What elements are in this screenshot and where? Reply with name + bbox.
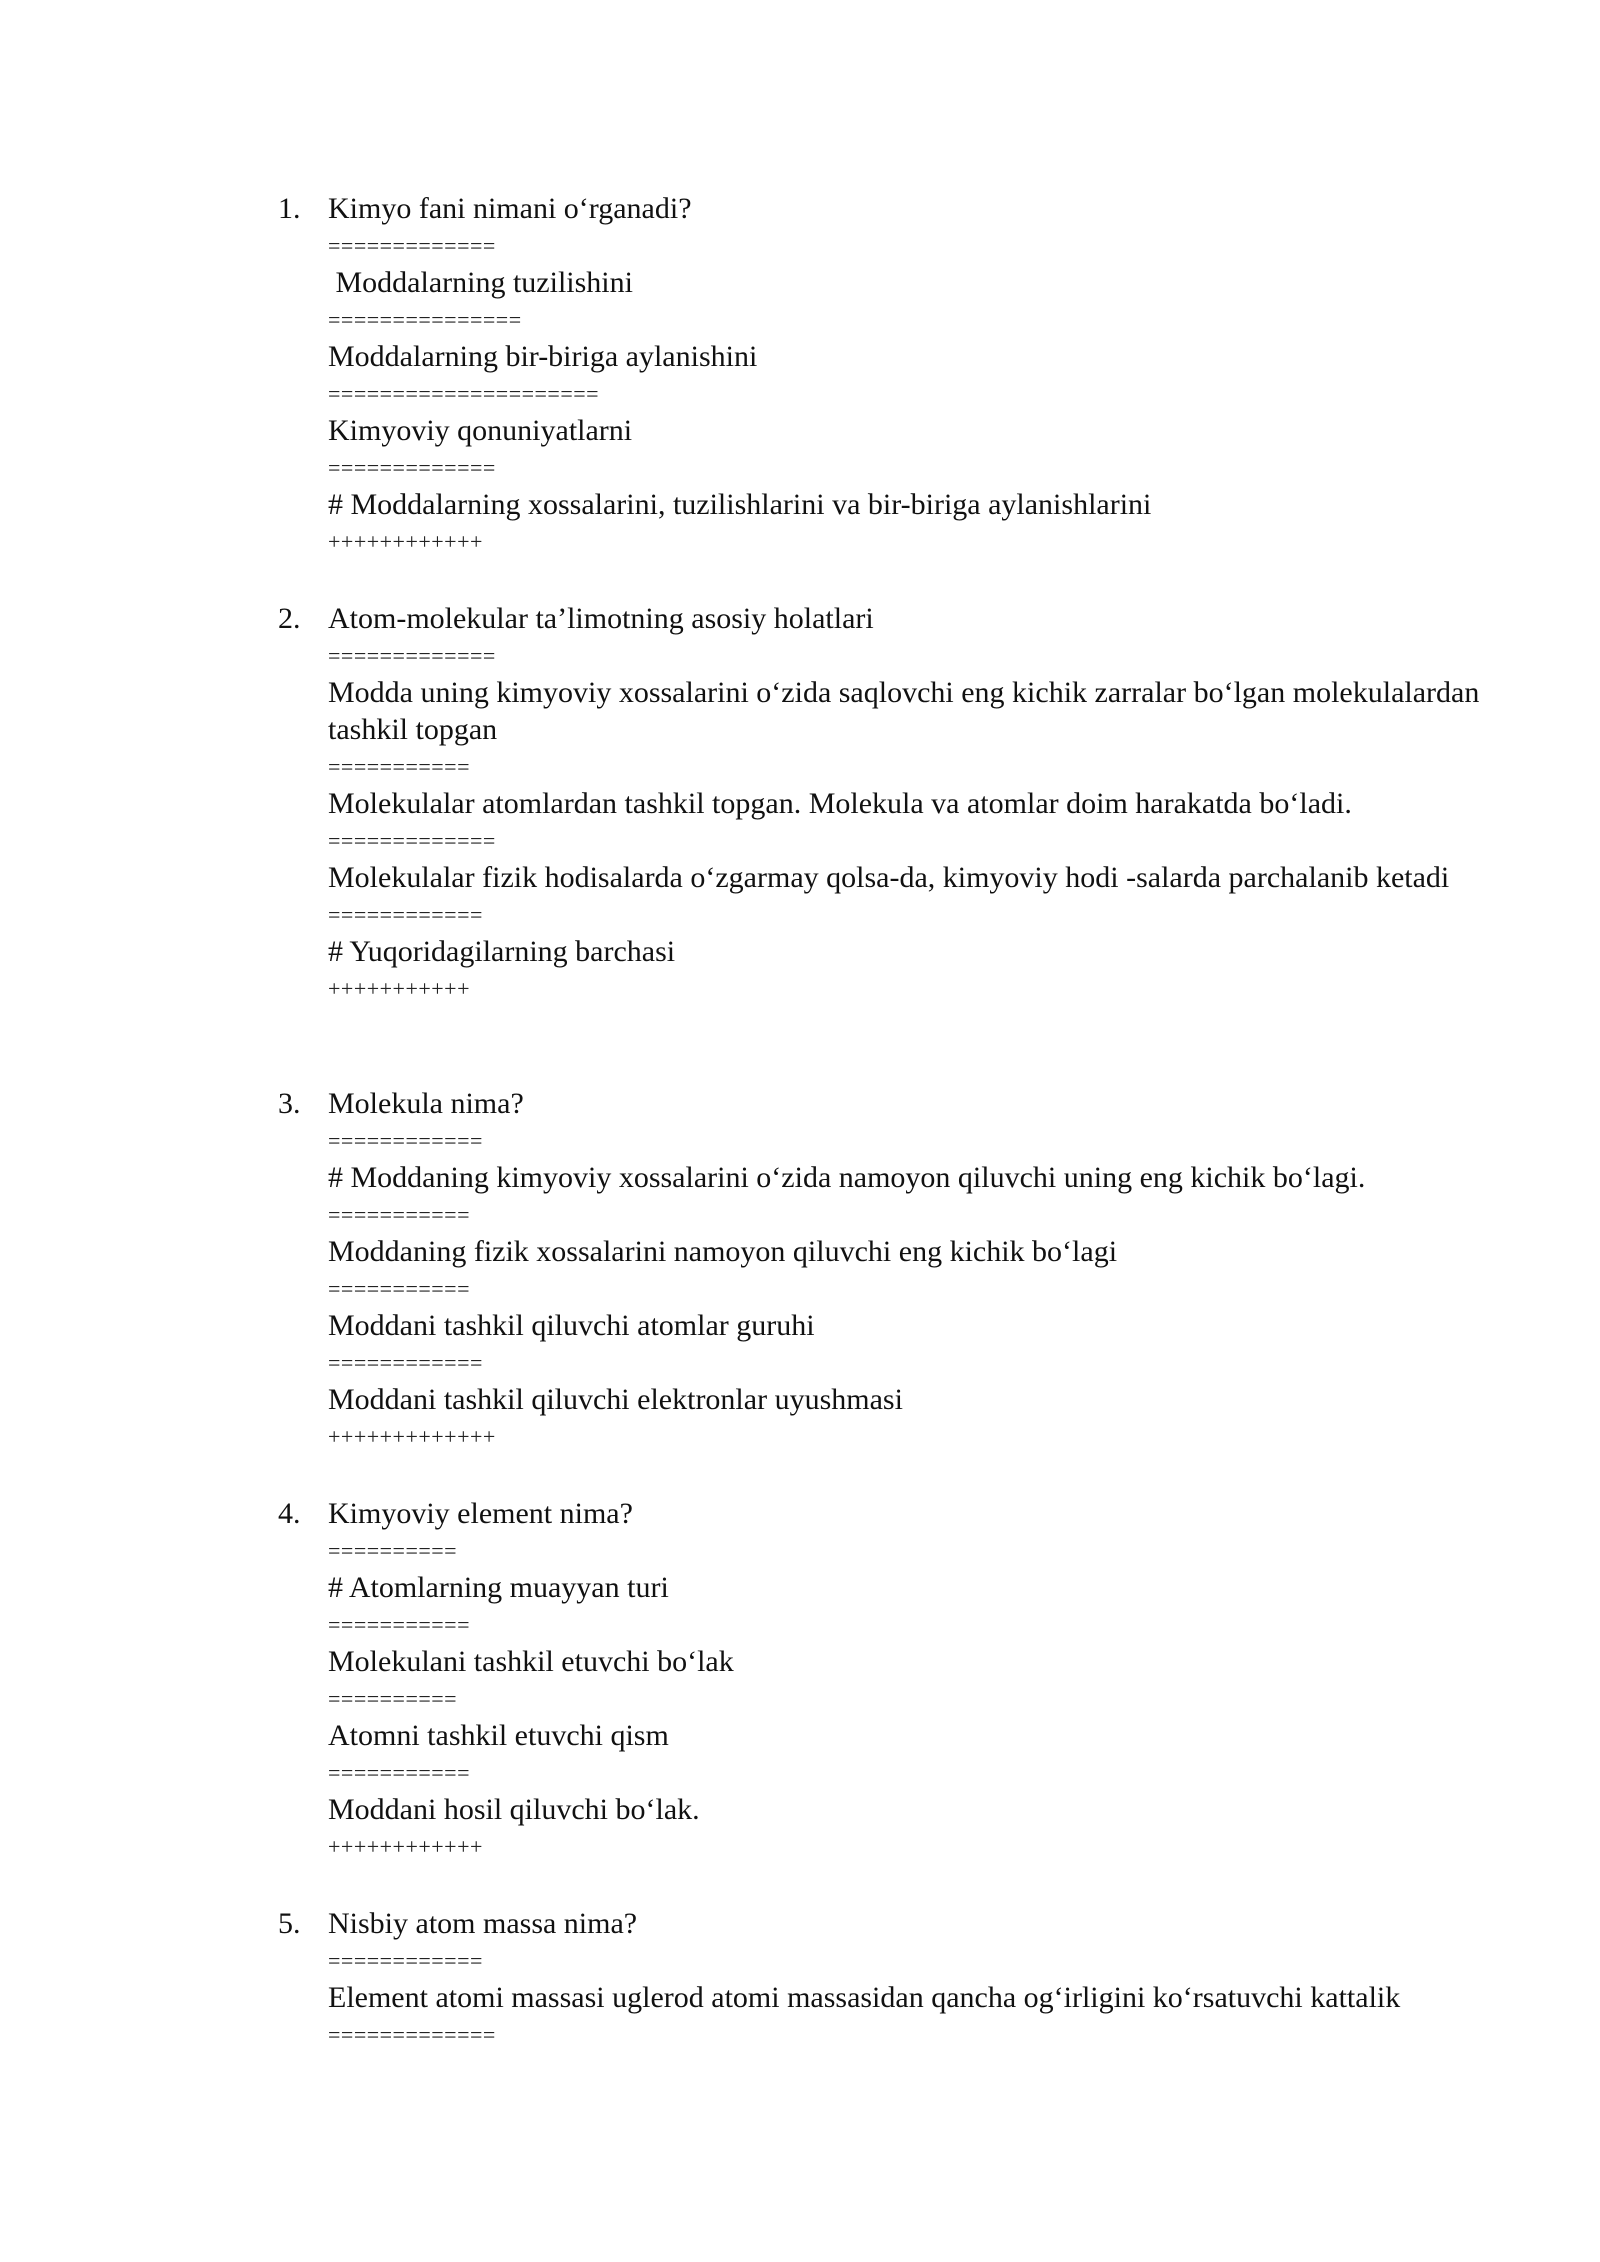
question-body	[328, 190, 1518, 560]
answer-option-correct: # Moddalarning xossalarini, tuzilishlarini va bir-biriga aylanishlarini	[328, 488, 1152, 521]
question-number: 4.	[278, 1497, 301, 1530]
separator: ============	[328, 1350, 483, 1375]
end-marker: ++++++++++++	[328, 1834, 483, 1859]
answer-option: Molekulalar fizik hodisalarda o‘zgarmay qolsa-da, kimyoviy hodi -salarda parchalanib ketadi	[328, 861, 1450, 894]
answer-option: Molekulani tashkil etuvchi bo‘lak	[328, 1645, 734, 1678]
separator: ===============	[328, 307, 522, 332]
separator: ==========	[328, 1686, 458, 1711]
answer-option-correct: # Moddaning kimyoviy xossalarini o‘zida namoyon qiluvchi uning eng kichik bo‘lagi.	[328, 1161, 1366, 1194]
answer-option: Element atomi massasi uglerod atomi massasidan qancha og‘irligini ko‘rsatuvchi kattalik	[328, 1981, 1401, 2014]
separator: ===========	[328, 1760, 470, 1785]
answer-option: Moddani tashkil qiluvchi elektronlar uyushmasi	[328, 1383, 903, 1416]
separator: ============	[328, 1128, 483, 1153]
question-text: Atom-molekular ta’limotning asosiy holatlari	[328, 602, 874, 635]
answer-option: Moddalarning bir-biriga aylanishini	[328, 340, 758, 373]
separator: =============	[328, 643, 496, 668]
separator: ============	[328, 1948, 483, 1973]
answer-option-correct: # Yuqoridagilarning barchasi	[328, 935, 676, 968]
separator: ===========	[328, 1202, 470, 1227]
end-marker: ++++++++++++	[328, 529, 483, 554]
end-marker: +++++++++++++	[328, 1424, 496, 1449]
question-text: Molekula nima?	[328, 1087, 524, 1120]
question-number: 5.	[278, 1907, 301, 1940]
answer-option: Moddani tashkil qiluvchi atomlar guruhi	[328, 1309, 815, 1342]
end-marker: +++++++++++	[328, 976, 470, 1001]
answer-option: Moddaning fizik xossalarini namoyon qiluvchi eng kichik bo‘lagi	[328, 1235, 1118, 1268]
separator: ===========	[328, 1276, 470, 1301]
separator: ============	[328, 902, 483, 927]
separator: ===========	[328, 1612, 470, 1637]
separator: ===========	[328, 754, 470, 779]
question-body	[328, 1085, 1518, 1455]
answer-option-correct: # Atomlarning muayyan turi	[328, 1571, 669, 1604]
separator: =====================	[328, 381, 600, 406]
question-body	[328, 1905, 1518, 2053]
separator: =============	[328, 2022, 496, 2047]
question-body	[328, 1495, 1518, 1865]
question-text: Kimyo fani nimani o‘rganadi?	[328, 192, 692, 225]
answer-option: Modda uning kimyoviy xossalarini o‘zida saqlovchi eng kichik zarralar bo‘lgan molekulalardan tashkil topgan	[328, 676, 1487, 746]
answer-option: Moddani hosil qiluvchi bo‘lak.	[328, 1793, 700, 1826]
separator: ==========	[328, 1538, 458, 1563]
question-number: 3.	[278, 1087, 301, 1120]
answer-option: Kimyoviy qonuniyatlarni	[328, 414, 633, 447]
separator: =============	[328, 828, 496, 853]
answer-option: Molekulalar atomlardan tashkil topgan. Molekula va atomlar doim harakatda bo‘ladi.	[328, 787, 1352, 820]
question-number: 1.	[278, 192, 301, 225]
question-body	[328, 600, 1518, 1007]
question-text: Nisbiy atom massa nima?	[328, 1907, 638, 1940]
question-text: Kimyoviy element nima?	[328, 1497, 633, 1530]
answer-option: Moddalarning tuzilishini	[328, 266, 633, 299]
answer-option: Atomni tashkil etuvchi qism	[328, 1719, 669, 1752]
separator: =============	[328, 233, 496, 258]
question-number: 2.	[278, 602, 301, 635]
separator: =============	[328, 455, 496, 480]
